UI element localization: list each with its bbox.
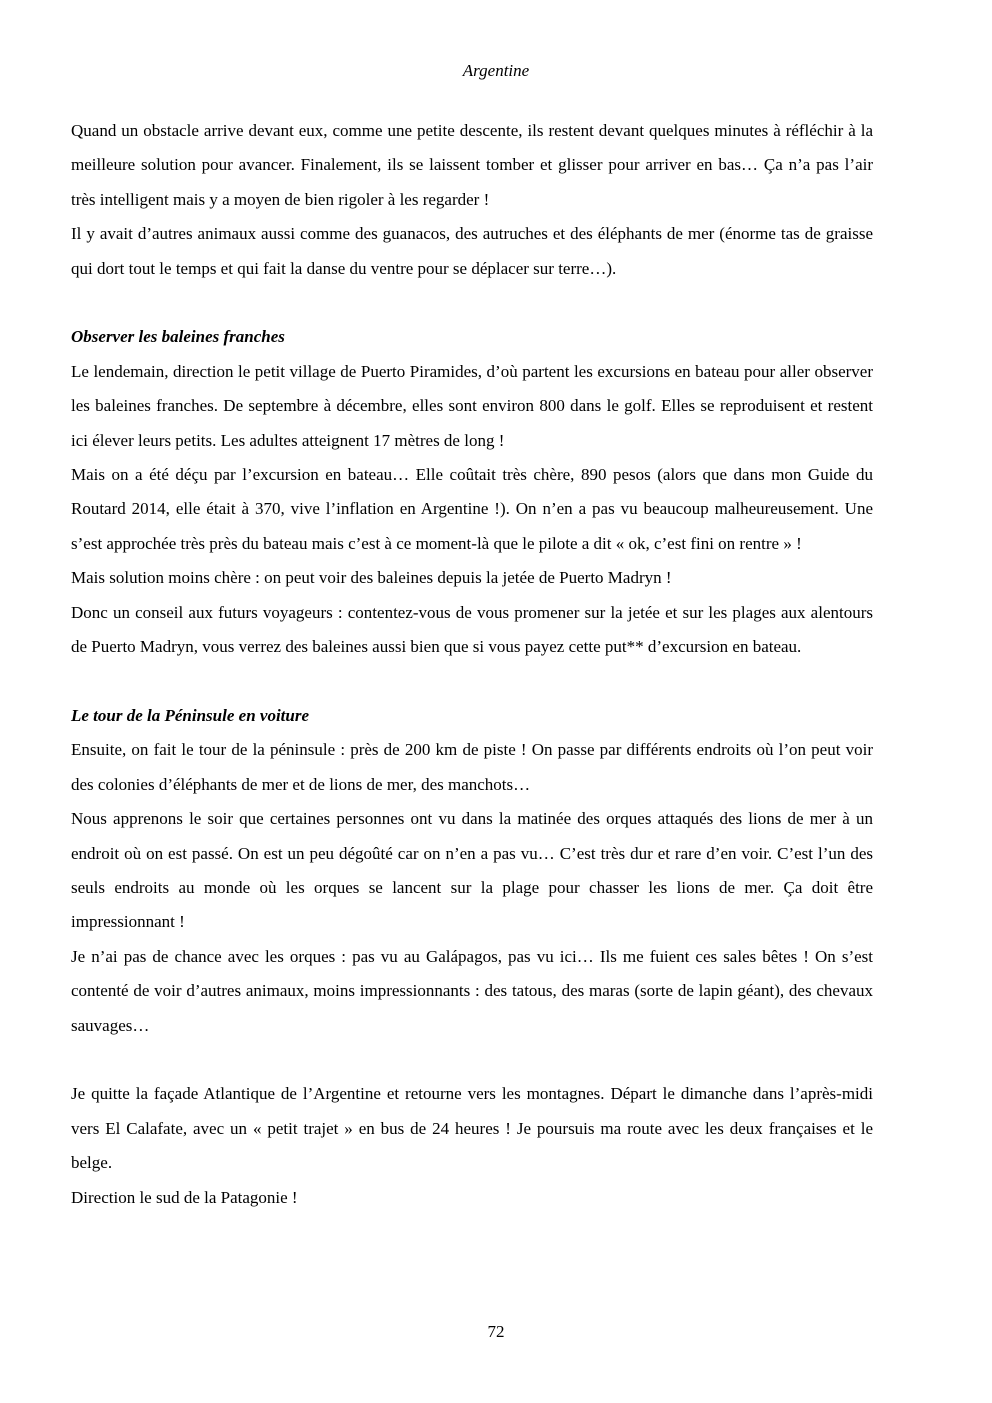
paragraph-other-animals: Il y avait d’autres animaux aussi comme des guanacos, des autruches et des éléphants de mer (énorme tas de graisse qui dort tout le temps et qui fait la danse du ventre pour se déplacer sur terre…). [71,224,873,278]
paragraph-advice: Donc un conseil aux futurs voyageurs : contentez-vous de vous promener sur la jetée et sur les plages aux alentours de Puerto Madryn, vous verrez des baleines aussi bien que si vous payez cette put** d’excursion en bateau. [71,602,873,657]
paragraph-spacer [71,286,873,320]
paragraph-boat-excursion: Mais on a été déçu par l’excursion en bateau… Elle coûtait très chère, 890 pesos (alors que dans mon Guide du Routard 2014, elle était à 370, vive l’inflation en Argentine !). On n’en a pas vu beaucoup malheureusement. Une s’est approchée très près du bateau mais c’est à ce moment-là que le pilote a dit « ok, c’est fini on rentre » ! [71,465,873,553]
paragraph-spacer [71,1043,873,1077]
paragraph-direction-patagonia: Direction le sud de la Patagonie ! [71,1187,298,1207]
section-heading-peninsula: Le tour de la Péninsule en voiture [71,705,309,725]
body-text [71,114,873,1215]
paragraph-orcas-attack: Nous apprenons le soir que certaines personnes ont vu dans la matinée des orques attaqués des lions de mer à un endroit où on est passé. On est un peu dégoûté car on n’en a pas vu… C’est très dur et rare d’en voir. C’est l’un des seuls endroits au monde où les orques se lancent sur la plage pour chasser les lions de mer. Ça doit être impressionnant ! [71,809,873,932]
running-header: Argentine [462,61,530,80]
paragraph-penguins-descent: Quand un obstacle arrive devant eux, comme une petite descente, ils restent devant quelques minutes à réfléchir à la meilleure solution pour avancer. Finalement, ils se laissent tomber et glisser pour arriver en bas… Ça n’a pas l’air très intelligent mais y a moyen de bien rigoler à les regarder ! [71,121,873,209]
paragraph-leaving-atlantic: Je quitte la façade Atlantique de l’Argentine et retourne vers les montagnes. Départ le dimanche dans l’après-midi vers El Calafate, avec un « petit trajet » en bus de 24 heures ! Je poursuis ma route avec les deux françaises et le belge. [71,1084,873,1173]
paragraph-spacer [71,664,873,698]
paragraph-cheaper-solution: Mais solution moins chère : on peut voir des baleines depuis la jetée de Puerto Madryn ! [71,568,672,588]
page-number: 72 [487,1322,505,1341]
paragraph-no-luck-orcas: Je n’ai pas de chance avec les orques : pas vu au Galápagos, pas vu ici… Ils me fuient ces sales bêtes ! On s’est contenté de voir d’autres animaux, moins impressionnants : des tatous, des maras (sorte de lapin géant), des chevaux sauvages… [71,946,873,1035]
paragraph-peninsula-tour: Ensuite, on fait le tour de la péninsule : près de 200 km de piste ! On passe par différents endroits où l’on peut voir des colonies d’éléphants de mer et de lions de mer, des manchots… [71,740,873,794]
section-heading-whales: Observer les baleines franches [71,327,285,347]
paragraph-puerto-piramides: Le lendemain, direction le petit village de Puerto Piramides, d’où partent les excursions en bateau pour aller observer les baleines franches. De septembre à décembre, elles sont environ 800 dans le golf. Elles se reproduisent et restent ici élever leurs petits. Les adultes atteignent 17 mètres de long ! [71,361,873,450]
